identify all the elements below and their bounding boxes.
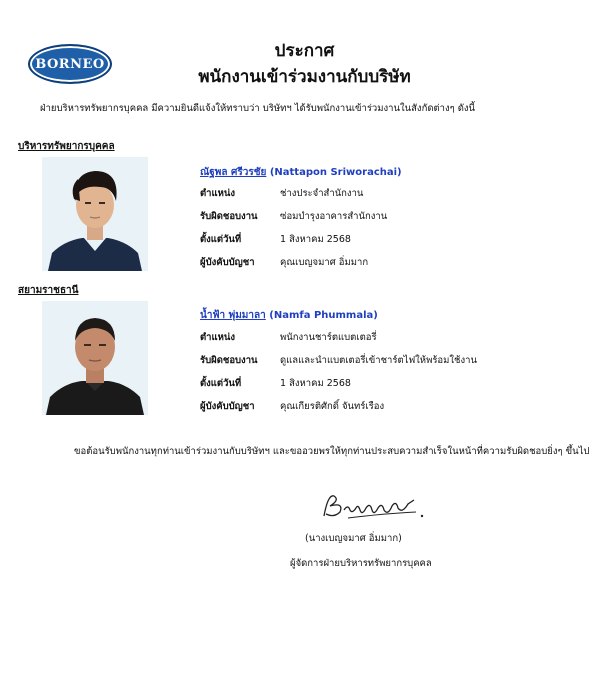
info-label: ตำแหน่ง	[200, 332, 236, 343]
info-row-position	[200, 330, 377, 345]
employee-name	[200, 308, 378, 323]
employee-name-en: (Namfa Phummala)	[269, 310, 378, 321]
page-subtitle: พนักงานเข้าร่วมงานกับบริษัท	[198, 67, 411, 87]
info-row-supervisor	[200, 255, 368, 270]
info-value: 1 สิงหาคม 2568	[280, 234, 351, 245]
page-title: ประกาศ	[274, 41, 335, 61]
info-label: ตำแหน่ง	[200, 188, 236, 199]
section-heading-hr: บริหารทรัพยากรบุคคล	[18, 141, 115, 152]
info-value: 1 สิงหาคม 2568	[280, 378, 351, 389]
info-label: ตั้งแต่วันที่	[200, 234, 242, 245]
closing-paragraph: ขอต้อนรับพนักงานทุกท่านเข้าร่วมงานกับบริษัทฯ และขออวยพรให้ทุกท่านประสบความสำเร็จในหน้าที่ความรับผิดชอบยิ่งๆ ขึ้นไป	[74, 446, 590, 457]
logo-text: BORNEO	[35, 56, 105, 72]
info-value: คุณเบญจมาศ อิ่มมาก	[280, 257, 369, 268]
employee-name-th: ณัฐพล ศรีวรชัย	[200, 167, 267, 178]
info-label: ผู้บังคับบัญชา	[200, 401, 255, 412]
info-value: ซ่อมบำรุงอาคารสำนักงาน	[280, 211, 388, 222]
info-row-start-date	[200, 232, 351, 247]
intro-text: ฝ่ายบริหารทรัพยากรบุคคล มีความยินดีแจ้งให้ทราบว่า บริษัทฯ ได้รับพนักงานเข้าร่วมงานในสังกัดต่างๆ ดังนี้	[40, 103, 476, 114]
employee-name	[200, 165, 402, 180]
signature-image	[318, 486, 438, 530]
info-value: คุณเกียรติศักดิ์ จันทร์เรือง	[280, 401, 385, 412]
signatory-name: (นางเบญจมาศ อิ่มมาก)	[305, 533, 402, 544]
employee-photo-nattapon	[42, 157, 148, 271]
signatory-title: ผู้จัดการฝ่ายบริหารทรัพยากรบุคคล	[290, 558, 432, 569]
info-row-start-date	[200, 376, 351, 391]
employee-name-en: (Nattapon Sriworachai)	[269, 167, 402, 178]
employee-photo-namfa	[42, 301, 148, 415]
info-row-supervisor	[200, 399, 384, 414]
info-label: ตั้งแต่วันที่	[200, 378, 242, 389]
info-value: ดูแลและนำแบตเตอรี่เข้าชาร์ตไฟให้พร้อมใช้งาน	[280, 355, 477, 366]
info-label: รับผิดชอบงาน	[200, 211, 258, 222]
employee-name-th: น้ำฟ้า พุ่มมาลา	[200, 310, 266, 321]
info-row-position	[200, 186, 363, 201]
info-label: รับผิดชอบงาน	[200, 355, 258, 366]
info-value: พนักงานชาร์ตแบตเตอรี่	[280, 332, 377, 343]
section-heading-siam: สยามราชธานี	[18, 285, 79, 296]
info-row-responsibility	[200, 209, 387, 224]
info-row-responsibility	[200, 353, 477, 368]
info-value: ช่างประจำสำนักงาน	[280, 188, 364, 199]
info-label: ผู้บังคับบัญชา	[200, 257, 255, 268]
